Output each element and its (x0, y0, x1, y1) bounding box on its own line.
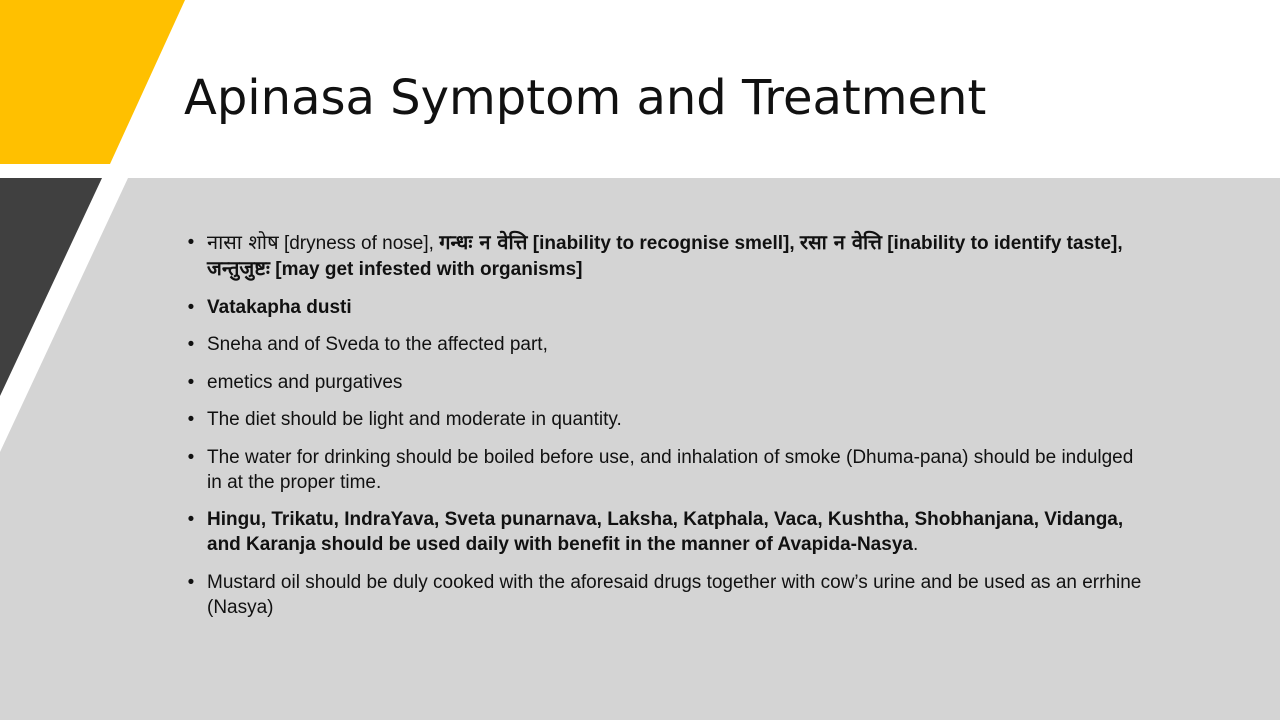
slide-title: Apinasa Symptom and Treatment (184, 70, 987, 126)
bullet-text: Vatakapha dusti (207, 296, 352, 318)
bullet-marker: • (187, 296, 195, 318)
bullet-text: [dryness of nose], (278, 233, 440, 254)
bullet-text: The water for drinking should be boiled before use, and inhalation of smoke (Dhuma-pana) should be indulged in at the proper time. (207, 446, 1134, 493)
bullet-item (183, 445, 1143, 495)
bullet-text: Sneha and of Sveda to the affected part, (207, 334, 548, 355)
bullet-text: emetics and purgatives (207, 371, 403, 393)
bullet-marker: • (187, 232, 195, 253)
bullet-item (183, 407, 1143, 432)
bullet-text: Hingu, Trikatu, IndraYava, Sveta punarnava, Laksha, Katphala, Vaca, Kushtha, Shobhanjana, Vidanga, and Karanja should be used daily with benefit in the manner of Avapida-Nasya (207, 509, 1124, 555)
bullet-marker: • (187, 446, 195, 468)
bullet-item (183, 507, 1143, 557)
bullet-marker: • (187, 509, 195, 530)
bullet-item (183, 370, 1143, 395)
bullet-text: नासा शोष (207, 230, 279, 254)
bullet-text: . (912, 534, 919, 555)
bullet-item (183, 332, 1143, 357)
bullet-marker: • (187, 409, 195, 430)
bullet-text: रसा न वेत्ति (799, 230, 882, 254)
yellow-accent-shape (0, 0, 185, 164)
bullet-item (183, 570, 1143, 620)
bullet-item (183, 295, 1143, 320)
bullet-marker: • (187, 571, 195, 593)
bullet-item (183, 230, 1143, 282)
bullet-text: [inability to identify taste], (881, 233, 1123, 254)
bullet-marker: • (187, 334, 195, 355)
bullet-text: जन्तुजुष्टः (207, 256, 270, 280)
bullet-text: The diet should be light and moderate in quantity. (207, 409, 622, 430)
bullet-text: [may get infested with organisms] (269, 259, 583, 280)
bullet-marker: • (187, 371, 195, 393)
bullet-list (183, 230, 1143, 632)
bullet-text: Mustard oil should be duly cooked with the aforesaid drugs together with cow’s urine and be used as an errhine (Nasya) (207, 571, 1142, 618)
bullet-text: [inability to recognise smell], (527, 233, 800, 254)
bullet-text: गन्धः न वेत्ति (439, 230, 528, 254)
